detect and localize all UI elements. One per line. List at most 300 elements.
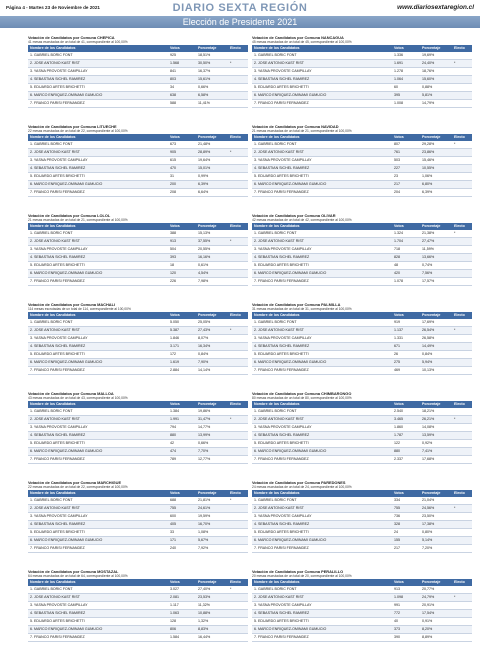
elected-mark [228, 610, 248, 618]
comuna-subtitle: 24 mesas escrutadas de un total de 24, correspondiente al 100,00% [252, 485, 352, 489]
column-header-votes: Votos [168, 579, 196, 586]
vote-percent: 15,46% [420, 157, 452, 165]
table-row [252, 149, 472, 157]
column-header-percent: Porcentaje [420, 134, 452, 141]
table-row [28, 594, 248, 602]
candidate-name: 3. YASNA PROVOSTE CAMPILLAY [252, 335, 392, 343]
section-title: Elección de Presidente 2021 [182, 17, 298, 27]
elected-mark [228, 230, 248, 238]
elected-mark [452, 189, 472, 197]
candidate-name: 6. MARCO ENRIQUEZ-OMINAMI GUMUCIO [252, 537, 392, 545]
candidate-name: 2. JOSE ANTONIO KAST RIST [252, 594, 392, 602]
candidate-name: 3. YASNA PROVOSTE CAMPILLAY [28, 335, 168, 343]
column-header-elected: Electo [452, 45, 472, 52]
table-row [252, 141, 472, 149]
table-row [252, 424, 472, 432]
table-row [252, 594, 472, 602]
candidate-name: 6. MARCO ENRIQUEZ-OMINAMI GUMUCIO [252, 270, 392, 278]
candidate-name: 3. YASNA PROVOSTE CAMPILLAY [28, 424, 168, 432]
vote-percent: 27,43% [196, 327, 228, 335]
comuna-title: Votación de Candidatos por Comuna MACHALI [28, 302, 116, 307]
column-header-percent: Porcentaje [196, 134, 228, 141]
table-row [28, 416, 248, 424]
candidate-name: 7. FRANCO PARISI FERNANDEZ [252, 278, 392, 286]
elected-mark [452, 335, 472, 343]
results-table [28, 134, 248, 197]
vote-count: 217 [392, 545, 420, 553]
table-header-row [28, 45, 248, 52]
elected-mark [228, 181, 248, 189]
elected-mark [452, 440, 472, 448]
table-header-row [28, 401, 248, 408]
vote-percent: 7,70% [196, 448, 228, 456]
comuna-subtitle: 22 mesas escrutadas de un total de 22, correspondiente al 100,00% [28, 129, 128, 133]
vote-percent: 0,88% [420, 84, 452, 92]
comuna-subtitle: 80 mesas escrutadas de un total de 80, correspondiente al 100,00% [252, 396, 352, 400]
vote-count: 1.568 [168, 60, 196, 68]
candidate-name: 6. MARCO ENRIQUEZ-OMINAMI GUMUCIO [252, 181, 392, 189]
vote-percent: 5,67% [196, 537, 228, 545]
column-header-votes: Votos [392, 134, 420, 141]
vote-count: 470 [168, 165, 196, 173]
vote-percent: 14,79% [420, 100, 452, 108]
column-header-votes: Votos [168, 312, 196, 319]
table-row [252, 529, 472, 537]
elected-mark [228, 351, 248, 359]
vote-count: 1.078 [392, 278, 420, 286]
results-table [252, 223, 472, 286]
vote-percent: 23,53% [196, 594, 228, 602]
vote-percent: 26,54% [420, 327, 452, 335]
elected-mark [228, 278, 248, 286]
column-header-votes: Votos [392, 223, 420, 230]
vote-percent: 29,28% [420, 141, 452, 149]
comuna-results-block [28, 480, 248, 553]
vote-percent: 11,41% [196, 100, 228, 108]
table-row [28, 610, 248, 618]
vote-percent: 8,89% [420, 634, 452, 642]
comuna-results-block [252, 569, 472, 642]
elected-mark: * [228, 416, 248, 424]
elected-mark [452, 165, 472, 173]
vote-percent: 6,64% [196, 189, 228, 197]
candidate-name: 5. EDUARDO ARTES BRICHETTI [28, 618, 168, 626]
vote-count: 718 [392, 246, 420, 254]
vote-percent: 6,58% [196, 92, 228, 100]
table-row [252, 602, 472, 610]
vote-percent: 19,86% [196, 408, 228, 416]
table-row [252, 181, 472, 189]
candidate-name: 4. SEBASTIAN SICHEL RAMIREZ [252, 254, 392, 262]
candidate-name: 5. EDUARDO ARTES BRICHETTI [28, 173, 168, 181]
vote-count: 803 [168, 76, 196, 84]
candidate-name: 1. GABRIEL BORIC FONT [28, 586, 168, 594]
vote-count: 328 [392, 521, 420, 529]
table-row [28, 157, 248, 165]
vote-count: 1.098 [392, 594, 420, 602]
results-table [28, 579, 248, 642]
vote-count: 240 [168, 545, 196, 553]
vote-count: 34 [168, 84, 196, 92]
elected-mark [228, 262, 248, 270]
table-row [252, 610, 472, 618]
candidate-name: 2. JOSE ANTONIO KAST RIST [28, 594, 168, 602]
table-row [252, 497, 472, 505]
vote-count: 120 [168, 270, 196, 278]
vote-count: 420 [392, 270, 420, 278]
vote-percent: 1,08% [196, 529, 228, 537]
comuna-results-block [28, 213, 248, 286]
table-row [28, 278, 248, 286]
candidate-name: 5. EDUARDO ARTES BRICHETTI [252, 440, 392, 448]
candidate-name: 4. SEBASTIAN SICHEL RAMIREZ [252, 432, 392, 440]
vote-percent: 14,49% [420, 343, 452, 351]
vote-count: 913 [392, 586, 420, 594]
elected-mark [452, 545, 472, 553]
candidate-name: 6. MARCO ENRIQUEZ-OMINAMI GUMUCIO [252, 626, 392, 634]
vote-percent: 10,13% [420, 367, 452, 375]
table-row [28, 181, 248, 189]
elected-mark [452, 618, 472, 626]
column-header-elected: Electo [452, 134, 472, 141]
vote-count: 919 [392, 319, 420, 327]
vote-percent: 19,69% [420, 52, 452, 60]
table-row [252, 327, 472, 335]
table-row [28, 545, 248, 553]
results-table [252, 490, 472, 553]
vote-percent: 23,50% [420, 513, 452, 521]
elected-mark [452, 497, 472, 505]
vote-count: 841 [168, 68, 196, 76]
column-header-percent: Porcentaje [196, 401, 228, 408]
table-header-row [252, 579, 472, 586]
elected-mark [452, 359, 472, 367]
vote-count: 736 [392, 513, 420, 521]
table-row [28, 343, 248, 351]
vote-percent: 24,56% [420, 505, 452, 513]
table-row [28, 618, 248, 626]
elected-mark [452, 351, 472, 359]
vote-percent: 7,90% [196, 359, 228, 367]
vote-percent: 6,80% [420, 181, 452, 189]
comuna-title: Votación de Candidatos por Comuna LOLOL [28, 213, 111, 218]
column-header-elected: Electo [228, 579, 248, 586]
vote-percent: 0,84% [420, 351, 452, 359]
elected-mark [228, 246, 248, 254]
vote-percent: 8,83% [196, 626, 228, 634]
column-header-candidate: Nombre de los Candidatos [252, 401, 392, 408]
column-header-candidate: Nombre de los Candidatos [28, 223, 168, 230]
elected-mark [228, 626, 248, 634]
table-row [252, 100, 472, 108]
elected-mark [452, 181, 472, 189]
vote-count: 772 [392, 610, 420, 618]
candidate-name: 6. MARCO ENRIQUEZ-OMINAMI GUMUCIO [252, 359, 392, 367]
table-row [252, 157, 472, 165]
column-header-elected: Electo [228, 401, 248, 408]
candidate-name: 5. EDUARDO ARTES BRICHETTI [28, 84, 168, 92]
candidate-name: 7. FRANCO PARISI FERNANDEZ [28, 278, 168, 286]
column-header-percent: Porcentaje [420, 45, 452, 52]
vote-count: 5.050 [168, 319, 196, 327]
vote-percent: 24,61% [196, 505, 228, 513]
candidate-name: 3. YASNA PROVOSTE CAMPILLAY [252, 602, 392, 610]
candidate-name: 3. YASNA PROVOSTE CAMPILLAY [252, 68, 392, 76]
results-table [252, 401, 472, 464]
column-header-votes: Votos [168, 134, 196, 141]
elected-mark [452, 521, 472, 529]
candidate-name: 5. EDUARDO ARTES BRICHETTI [28, 440, 168, 448]
vote-count: 5.387 [168, 327, 196, 335]
vote-count: 673 [168, 141, 196, 149]
column-header-votes: Votos [392, 490, 420, 497]
vote-count: 217 [392, 181, 420, 189]
comuna-title: Votación de Candidatos por Comuna MARCHIGUE [28, 480, 122, 485]
elected-mark [228, 618, 248, 626]
elected-mark: * [228, 497, 248, 505]
vote-percent: 17,69% [420, 319, 452, 327]
table-row [28, 262, 248, 270]
vote-percent: 15,61% [196, 76, 228, 84]
table-row [252, 173, 472, 181]
table-row [28, 189, 248, 197]
elected-mark [228, 408, 248, 416]
results-table [28, 223, 248, 286]
table-row [252, 343, 472, 351]
candidate-name: 7. FRANCO PARISI FERNANDEZ [28, 634, 168, 642]
vote-percent: 1,06% [420, 173, 452, 181]
vote-count: 588 [168, 100, 196, 108]
column-header-candidate: Nombre de los Candidatos [28, 312, 168, 319]
comuna-title: Votación de Candidatos por Comuna OLIVAR [252, 213, 336, 218]
vote-count: 200 [168, 181, 196, 189]
table-row [28, 529, 248, 537]
table-row [28, 521, 248, 529]
column-header-elected: Electo [452, 223, 472, 230]
candidate-name: 1. GABRIEL BORIC FONT [28, 230, 168, 238]
comuna-subtitle: 20 mesas escrutadas de un total de 20, correspondiente al 100,00% [252, 574, 352, 578]
comuna-results-block [252, 35, 472, 108]
table-row [252, 254, 472, 262]
vote-percent: 8,20% [420, 626, 452, 634]
elected-mark: * [228, 238, 248, 246]
column-header-percent: Porcentaje [196, 579, 228, 586]
elected-mark [228, 68, 248, 76]
comuna-results-block [252, 480, 472, 553]
elected-mark: * [452, 416, 472, 424]
elected-mark [228, 100, 248, 108]
vote-percent: 24,40% [420, 60, 452, 68]
comuna-results-block [28, 35, 248, 108]
vote-count: 925 [168, 52, 196, 60]
candidate-name: 2. JOSE ANTONIO KAST RIST [28, 416, 168, 424]
candidate-name: 1. GABRIEL BORIC FONT [28, 319, 168, 327]
column-header-candidate: Nombre de los Candidatos [252, 312, 392, 319]
vote-percent: 6,39% [420, 189, 452, 197]
comuna-results-block [252, 391, 472, 464]
vote-percent: 28,89% [196, 149, 228, 157]
vote-count: 807 [392, 141, 420, 149]
vote-count: 48 [392, 262, 420, 270]
candidate-name: 4. SEBASTIAN SICHEL RAMIREZ [28, 343, 168, 351]
elected-mark [228, 335, 248, 343]
vote-percent: 19,64% [196, 157, 228, 165]
elected-mark [452, 626, 472, 634]
comuna-results-block [28, 391, 248, 464]
candidate-name: 4. SEBASTIAN SICHEL RAMIREZ [28, 254, 168, 262]
vote-count: 755 [168, 505, 196, 513]
elected-mark [452, 424, 472, 432]
vote-count: 913 [168, 238, 196, 246]
elected-mark [452, 537, 472, 545]
elected-mark [452, 254, 472, 262]
elected-mark: * [228, 327, 248, 335]
vote-percent: 14,14% [196, 367, 228, 375]
vote-percent: 11,32% [196, 602, 228, 610]
table-row [252, 238, 472, 246]
vote-percent: 21,81% [196, 497, 228, 505]
vote-count: 1.584 [168, 634, 196, 642]
table-header-row [252, 45, 472, 52]
candidate-name: 4. SEBASTIAN SICHEL RAMIREZ [252, 521, 392, 529]
candidate-name: 1. GABRIEL BORIC FONT [252, 408, 392, 416]
vote-percent: 18,51% [196, 52, 228, 60]
comuna-title: Votación de Candidatos por Comuna CHIMBARONGO [252, 391, 352, 396]
table-header-row [28, 312, 248, 319]
vote-count: 1.691 [392, 60, 420, 68]
vote-count: 1.137 [392, 327, 420, 335]
comuna-results-block [28, 124, 248, 197]
vote-percent: 17,68% [420, 456, 452, 464]
elected-mark [228, 432, 248, 440]
table-row [252, 262, 472, 270]
vote-count: 171 [168, 537, 196, 545]
vote-percent: 5,81% [420, 92, 452, 100]
table-row [28, 319, 248, 327]
table-row [28, 626, 248, 634]
vote-count: 615 [168, 157, 196, 165]
elected-mark [452, 76, 472, 84]
results-table [252, 579, 472, 642]
table-row [252, 76, 472, 84]
vote-count: 40 [392, 618, 420, 626]
elected-mark [452, 529, 472, 537]
comuna-results-block [28, 569, 248, 642]
elected-mark [452, 157, 472, 165]
elected-mark [452, 262, 472, 270]
vote-count: 1.278 [392, 68, 420, 76]
candidate-name: 3. YASNA PROVOSTE CAMPILLAY [28, 602, 168, 610]
elected-mark [452, 52, 472, 60]
vote-percent: 14,08% [420, 424, 452, 432]
vote-count: 172 [168, 351, 196, 359]
candidate-name: 1. GABRIEL BORIC FONT [28, 408, 168, 416]
table-row [28, 173, 248, 181]
table-row [252, 440, 472, 448]
elected-mark [452, 408, 472, 416]
candidate-name: 1. GABRIEL BORIC FONT [28, 52, 168, 60]
candidate-name: 2. JOSE ANTONIO KAST RIST [252, 416, 392, 424]
vote-count: 395 [392, 92, 420, 100]
elected-mark [452, 173, 472, 181]
column-header-elected: Electo [228, 223, 248, 230]
elected-mark: * [228, 586, 248, 594]
website-link[interactable]: www.diariosextaregion.cl [397, 4, 474, 11]
candidate-name: 7. FRANCO PARISI FERNANDEZ [28, 189, 168, 197]
table-row [252, 270, 472, 278]
elected-mark [452, 149, 472, 157]
table-row [252, 448, 472, 456]
table-row [28, 513, 248, 521]
vote-count: 1.063 [168, 610, 196, 618]
vote-percent: 5,14% [420, 537, 452, 545]
table-row [252, 230, 472, 238]
vote-count: 3.027 [168, 586, 196, 594]
candidate-name: 6. MARCO ENRIQUEZ-OMINAMI GUMUCIO [28, 270, 168, 278]
column-header-candidate: Nombre de los Candidatos [28, 134, 168, 141]
vote-count: 880 [168, 432, 196, 440]
elected-mark [452, 319, 472, 327]
candidate-name: 6. MARCO ENRIQUEZ-OMINAMI GUMUCIO [252, 448, 392, 456]
table-row [28, 68, 248, 76]
table-row [252, 626, 472, 634]
candidate-name: 6. MARCO ENRIQUEZ-OMINAMI GUMUCIO [252, 92, 392, 100]
table-row [252, 359, 472, 367]
candidate-name: 4. SEBASTIAN SICHEL RAMIREZ [28, 76, 168, 84]
candidate-name: 1. GABRIEL BORIC FONT [252, 230, 392, 238]
vote-count: 2.337 [392, 456, 420, 464]
table-row [252, 68, 472, 76]
vote-percent: 21,04% [420, 497, 452, 505]
elected-mark [452, 586, 472, 594]
vote-percent: 20,55% [196, 246, 228, 254]
comuna-subtitle: 45 mesas escrutadas de un total de 45, correspondiente al 100,00% [252, 40, 352, 44]
elected-mark [228, 513, 248, 521]
candidate-name: 7. FRANCO PARISI FERNANDEZ [252, 367, 392, 375]
candidate-name: 4. SEBASTIAN SICHEL RAMIREZ [252, 76, 392, 84]
candidate-name: 4. SEBASTIAN SICHEL RAMIREZ [252, 165, 392, 173]
vote-percent: 27,47% [420, 238, 452, 246]
table-row [252, 335, 472, 343]
column-header-votes: Votos [168, 490, 196, 497]
column-header-candidate: Nombre de los Candidatos [252, 490, 392, 497]
comuna-subtitle: 22 mesas escrutadas de un total de 22, correspondiente al 100,00% [28, 485, 128, 489]
elected-mark [228, 359, 248, 367]
elected-mark [228, 84, 248, 92]
comuna-subtitle: 114 mesas escrutadas de un total de 114, correspondiente al 100,00% [28, 307, 131, 311]
candidate-name: 5. EDUARDO ARTES BRICHETTI [252, 173, 392, 181]
candidate-name: 1. GABRIEL BORIC FONT [28, 497, 168, 505]
vote-count: 638 [168, 92, 196, 100]
vote-count: 227 [392, 165, 420, 173]
elected-mark [452, 513, 472, 521]
candidate-name: 3. YASNA PROVOSTE CAMPILLAY [28, 513, 168, 521]
candidate-name: 5. EDUARDO ARTES BRICHETTI [28, 529, 168, 537]
table-row [28, 84, 248, 92]
table-row [252, 416, 472, 424]
vote-count: 761 [392, 149, 420, 157]
vote-percent: 13,59% [420, 432, 452, 440]
comuna-title: Votación de Candidatos por Comuna MALLOA [28, 391, 114, 396]
column-header-percent: Porcentaje [420, 401, 452, 408]
table-row [252, 408, 472, 416]
candidate-name: 7. FRANCO PARISI FERNANDEZ [28, 456, 168, 464]
vote-percent: 7,20% [420, 545, 452, 553]
vote-count: 3.171 [168, 343, 196, 351]
results-table [28, 401, 248, 464]
candidate-name: 7. FRANCO PARISI FERNANDEZ [28, 100, 168, 108]
elected-mark [228, 602, 248, 610]
